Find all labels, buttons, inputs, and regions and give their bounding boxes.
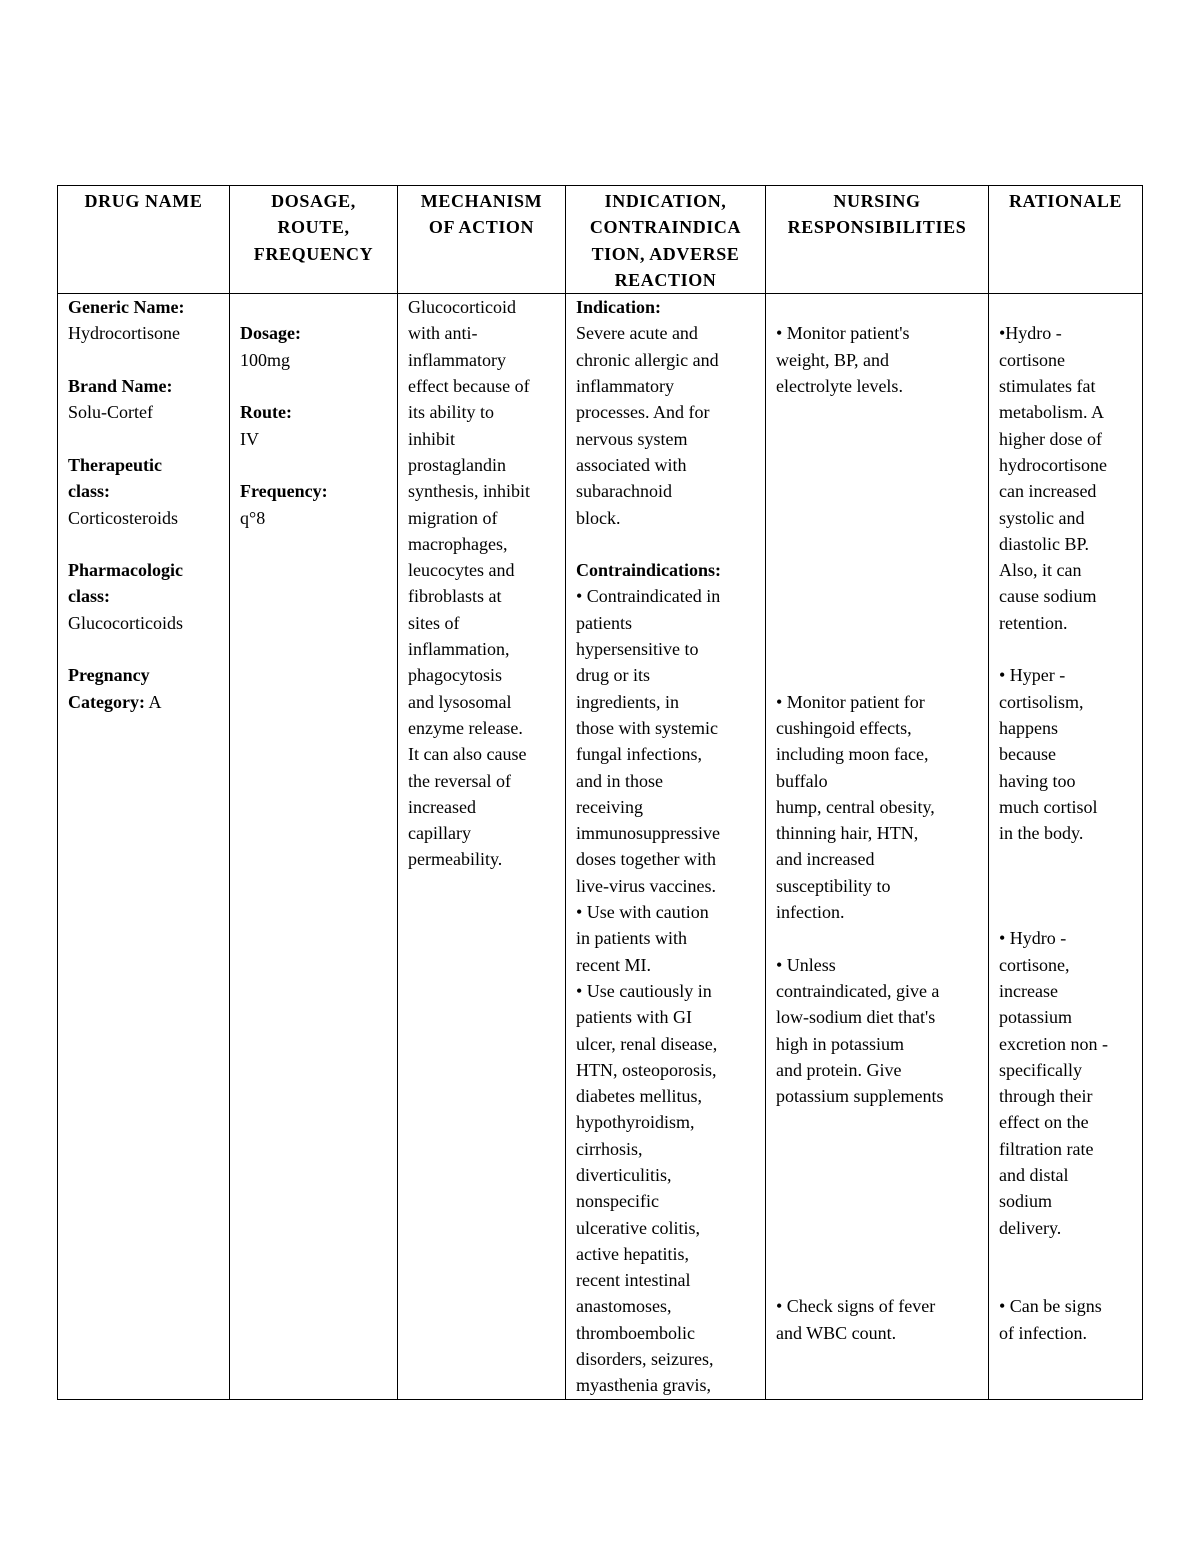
mechanism-line: prostaglandin: [408, 454, 506, 475]
nursing-line: [776, 1241, 982, 1267]
rationale-line: effect on the: [999, 1112, 1089, 1133]
mechanism-line: increased: [408, 796, 476, 817]
indication-line: associated with: [576, 454, 687, 475]
mechanism-cell: [398, 294, 566, 1399]
nursing-line: [776, 557, 982, 583]
indication-line: chronic allergic and: [576, 349, 719, 370]
rationale-line: cortisone: [999, 349, 1065, 370]
nursing-line: [776, 583, 982, 609]
contraindication-line: myasthenia gravis,: [576, 1375, 711, 1396]
generic-name-value: Hydrocortisone: [68, 323, 180, 344]
mechanism-line: capillary: [408, 823, 471, 844]
nursing-line: • Monitor patient's: [776, 323, 910, 344]
mechanism-line: migration of: [408, 507, 498, 528]
nursing-line: [776, 505, 982, 531]
nursing-line: • Unless: [776, 954, 836, 975]
drug-study-table: [57, 185, 1143, 1400]
rationale-line: filtration rate: [999, 1138, 1094, 1159]
rationale-cell: [989, 294, 1143, 1399]
contraindication-line: diabetes mellitus,: [576, 1086, 702, 1107]
frequency-value: q°8: [240, 507, 266, 528]
contraindication-line: hypothyroidism,: [576, 1112, 695, 1133]
contraindication-line: ulcerative colitis,: [576, 1217, 700, 1238]
nursing-line: • Monitor patient for: [776, 691, 925, 712]
rationale-line: excretion non -: [999, 1033, 1108, 1054]
rationale-line: of infection.: [999, 1322, 1087, 1343]
therapeutic-class-label-2: class:: [68, 481, 110, 502]
nursing-line: [776, 478, 982, 504]
pregnancy-category-value: A: [144, 691, 162, 712]
nursing-line: [776, 294, 982, 320]
frequency-label: Frequency:: [240, 481, 328, 502]
brand-name-value: Solu-Cortef: [68, 402, 153, 423]
nursing-line: susceptibility to: [776, 875, 891, 896]
contraindication-line: drug or its: [576, 665, 650, 686]
pharmacologic-class-label: Pharmacologic: [68, 560, 183, 581]
mechanism-line: sites of: [408, 612, 460, 633]
contraindication-line: • Use with caution: [576, 902, 709, 923]
contraindication-line: patients with GI: [576, 1007, 692, 1028]
mechanism-line: Glucocorticoid: [408, 297, 516, 318]
contraindication-line: immunosuppressive: [576, 823, 720, 844]
header-mechanism-of-action: MECHANISM OF ACTION: [398, 186, 566, 294]
rationale-line: hydrocortisone: [999, 454, 1107, 475]
mechanism-line: It can also cause: [408, 744, 527, 765]
indication-line: subarachnoid: [576, 481, 672, 502]
contraindication-line: • Contraindicated in: [576, 586, 721, 607]
rationale-line: [999, 294, 1136, 320]
contraindication-line: active hepatitis,: [576, 1243, 689, 1264]
nursing-line: [776, 1267, 982, 1293]
dosage-value: 100mg: [240, 349, 291, 370]
contraindication-line: hypersensitive to: [576, 639, 699, 660]
indication-label: Indication:: [576, 297, 662, 318]
contraindication-line: live-virus vaccines.: [576, 875, 716, 896]
indication-cell: [566, 294, 766, 1399]
rationale-line: retention.: [999, 612, 1068, 633]
header-indication-contraindication: INDICATION, CONTRAINDICA TION, ADVERSE REACTION: [566, 186, 766, 294]
rationale-line: higher dose of: [999, 428, 1102, 449]
mechanism-line: with anti-: [408, 323, 478, 344]
mechanism-line: leucocytes and: [408, 560, 515, 581]
rationale-line: cortisolism,: [999, 691, 1084, 712]
nursing-line: including moon face,: [776, 744, 929, 765]
mechanism-line: macrophages,: [408, 533, 508, 554]
header-rationale: RATIONALE: [989, 186, 1143, 294]
nursing-line: [776, 1109, 982, 1135]
nursing-responsibilities-cell: [766, 294, 989, 1399]
rationale-line: [999, 873, 1136, 899]
route-value: IV: [240, 428, 259, 449]
header-row: [58, 186, 1143, 294]
contraindication-line: cirrhosis,: [576, 1138, 643, 1159]
rationale-line: •Hydro -: [999, 323, 1062, 344]
contraindication-line: HTN, osteoporosis,: [576, 1059, 717, 1080]
rationale-line: delivery.: [999, 1217, 1062, 1238]
rationale-line: happens: [999, 717, 1058, 738]
pregnancy-category-label-2: Category:: [68, 691, 145, 712]
rationale-line: [999, 636, 1136, 662]
route-label: Route:: [240, 402, 292, 423]
nursing-line: and protein. Give: [776, 1059, 902, 1080]
therapeutic-class-value: Corticosteroids: [68, 507, 178, 528]
rationale-line: Also, it can: [999, 560, 1082, 581]
contraindication-line: ingredients, in: [576, 691, 679, 712]
nursing-line: [776, 1136, 982, 1162]
nursing-line: [776, 636, 982, 662]
contraindication-line: thromboembolic: [576, 1322, 695, 1343]
contraindication-line: patients: [576, 612, 632, 633]
contraindication-line: • Use cautiously in: [576, 980, 712, 1001]
rationale-line: • Hydro -: [999, 928, 1067, 949]
mechanism-line: fibroblasts at: [408, 586, 502, 607]
header-nursing-responsibilities: NURSING RESPONSIBILITIES: [766, 186, 989, 294]
contraindication-line: in patients with: [576, 928, 687, 949]
pharmacologic-class-value: Glucocorticoids: [68, 612, 183, 633]
mechanism-line: permeability.: [408, 849, 503, 870]
rationale-line: much cortisol: [999, 796, 1098, 817]
nursing-line: [776, 662, 982, 688]
rationale-line: cortisone,: [999, 954, 1070, 975]
rationale-line: • Hyper -: [999, 665, 1066, 686]
mechanism-line: and lysosomal: [408, 691, 512, 712]
rationale-line: [999, 846, 1136, 872]
indication-line: nervous system: [576, 428, 688, 449]
mechanism-line: effect because of: [408, 376, 530, 397]
contraindication-line: nonspecific: [576, 1191, 659, 1212]
mechanism-line: enzyme release.: [408, 717, 523, 738]
contraindications-label: Contraindications:: [576, 560, 722, 581]
nursing-line: and increased: [776, 849, 875, 870]
nursing-line: [776, 399, 982, 425]
rationale-line: in the body.: [999, 823, 1084, 844]
nursing-line: infection.: [776, 902, 845, 923]
mechanism-line: its ability to: [408, 402, 495, 423]
indication-line: processes. And for: [576, 402, 710, 423]
contraindication-line: recent MI.: [576, 954, 651, 975]
nursing-line: [776, 1215, 982, 1241]
nursing-line: contraindicated, give a: [776, 980, 940, 1001]
contraindication-line: doses together with: [576, 849, 716, 870]
contraindication-line: receiving: [576, 796, 643, 817]
nursing-line: [776, 610, 982, 636]
rationale-line: potassium: [999, 1007, 1073, 1028]
mechanism-line: phagocytosis: [408, 665, 502, 686]
rationale-line: [999, 1267, 1136, 1293]
drug-row: [58, 294, 1143, 1399]
indication-line: block.: [576, 507, 621, 528]
rationale-text: [989, 294, 1142, 1346]
header-dosage-route-frequency: DOSAGE, ROUTE, FREQUENCY: [230, 186, 398, 294]
contraindication-line: and in those: [576, 770, 663, 791]
mechanism-line: inflammatory: [408, 349, 506, 370]
nursing-line: [776, 452, 982, 478]
mechanism-line: synthesis, inhibit: [408, 481, 531, 502]
rationale-line: having too: [999, 770, 1076, 791]
pharmacologic-class-label-2: class:: [68, 586, 110, 607]
rationale-line: metabolism. A: [999, 402, 1104, 423]
nursing-line: [776, 925, 982, 951]
nursing-line: [776, 1188, 982, 1214]
nursing-line: • Check signs of fever: [776, 1296, 936, 1317]
rationale-line: specifically: [999, 1059, 1082, 1080]
dosage-route-frequency-cell: [230, 294, 398, 1399]
rationale-line: cause sodium: [999, 586, 1097, 607]
contraindication-line: diverticulitis,: [576, 1164, 672, 1185]
nursing-line: buffalo: [776, 770, 828, 791]
rationale-line: through their: [999, 1086, 1093, 1107]
mechanism-line: inflammation,: [408, 639, 510, 660]
rationale-line: [999, 1241, 1136, 1267]
mechanism-text: [398, 294, 565, 873]
contraindication-line: disorders, seizures,: [576, 1349, 714, 1370]
rationale-line: sodium: [999, 1191, 1053, 1212]
drug-name-cell: [58, 294, 230, 1399]
contraindication-line: recent intestinal: [576, 1270, 691, 1291]
nursing-line: high in potassium: [776, 1033, 905, 1054]
brand-name-label: Brand Name:: [68, 376, 173, 397]
contraindication-line: anastomoses,: [576, 1296, 672, 1317]
indication-text: [576, 320, 759, 530]
pregnancy-category-label: Pregnancy: [68, 665, 150, 686]
nursing-line: weight, BP, and: [776, 349, 890, 370]
therapeutic-class-label: Therapeutic: [68, 454, 162, 475]
mechanism-line: the reversal of: [408, 770, 511, 791]
dosage-label: Dosage:: [240, 323, 301, 344]
rationale-line: increase: [999, 980, 1058, 1001]
rationale-line: stimulates fat: [999, 376, 1096, 397]
generic-name-label: Generic Name:: [68, 297, 185, 318]
nursing-line: low-sodium diet that's: [776, 1007, 936, 1028]
nursing-line: and WBC count.: [776, 1322, 897, 1343]
nursing-line: electrolyte levels.: [776, 376, 903, 397]
nursing-line: potassium supplements: [776, 1086, 944, 1107]
nursing-line: thinning hair, HTN,: [776, 823, 919, 844]
rationale-line: diastolic BP.: [999, 533, 1090, 554]
indication-line: Severe acute and: [576, 323, 698, 344]
contraindications-text: [576, 583, 759, 1398]
rationale-line: • Can be signs: [999, 1296, 1102, 1317]
contraindication-line: those with systemic: [576, 717, 718, 738]
nursing-text: [766, 294, 988, 1346]
nursing-line: [776, 426, 982, 452]
rationale-line: can increased: [999, 481, 1097, 502]
contraindication-line: ulcer, renal disease,: [576, 1033, 718, 1054]
rationale-line: and distal: [999, 1164, 1069, 1185]
nursing-line: hump, central obesity,: [776, 796, 935, 817]
header-drug-name: DRUG NAME: [58, 186, 230, 294]
rationale-line: [999, 899, 1136, 925]
mechanism-line: inhibit: [408, 428, 456, 449]
nursing-line: [776, 531, 982, 557]
nursing-line: [776, 1162, 982, 1188]
nursing-line: cushingoid effects,: [776, 717, 912, 738]
rationale-line: because: [999, 744, 1056, 765]
indication-line: inflammatory: [576, 376, 674, 397]
rationale-line: systolic and: [999, 507, 1085, 528]
contraindication-line: fungal infections,: [576, 744, 702, 765]
